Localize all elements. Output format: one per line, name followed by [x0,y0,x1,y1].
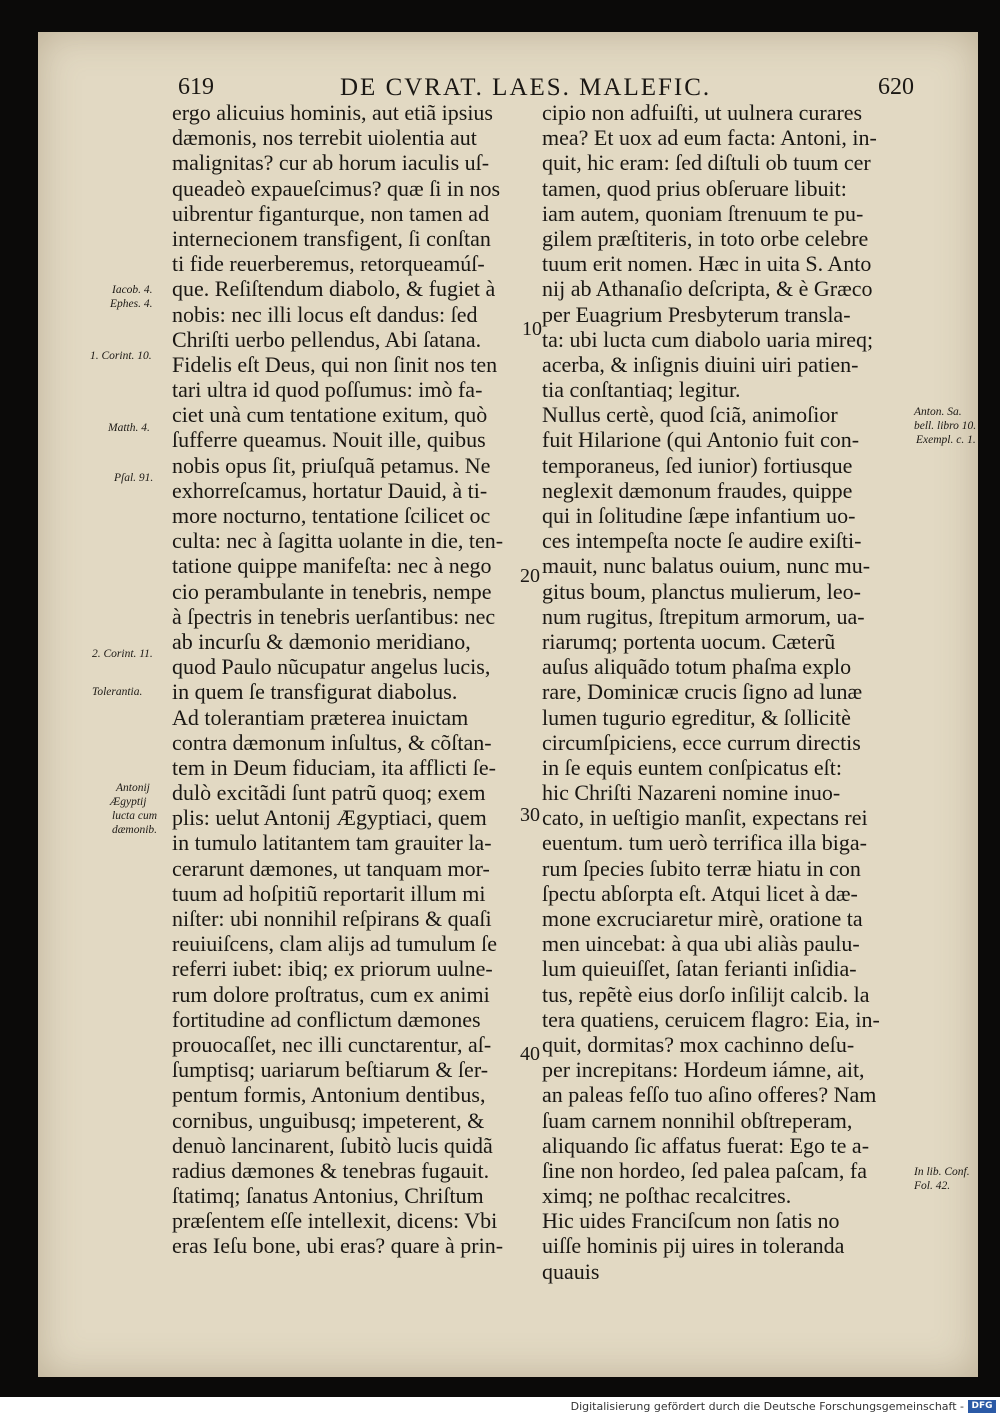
text-line: mea? Et uox ad eum facta: Antoni, in- [542,125,877,151]
text-line: cio perambulante in tenebris, nempe [172,578,492,604]
digitization-footer [0,1397,1000,1417]
text-line: acerba, & inſignis diuini uiri patien- [542,351,859,377]
text-line: nobis: nec illi locus eſt dandus: ſed [172,301,478,327]
text-line: quit, hic eram: ſed diſtuli ob tuum cer [542,150,871,176]
text-line: ti fide reuerberemus, retorqueamúſ- [172,251,485,277]
right-text-column [542,100,914,1284]
text-line: fuit Hilarione (qui Antonio fuit con- [542,427,860,453]
text-line: per increpitans: Hordeum iámne, ait, [542,1057,865,1083]
text-line: quod Paulo nũcupatur angelus lucis, [172,654,491,680]
text-line: tem in Deum fiduciam, ita afflicti ſe- [172,754,496,780]
text-line: euentum. tum uerò terrifica illa biga- [542,830,867,856]
text-line: in quem ſe transfigurat diabolus. [172,679,458,705]
text-line: fortitudine ad conflictum dæmones [172,1006,481,1032]
text-line: que. Reſiſtendum diabolo, & fugiet à [172,276,496,302]
text-line: qui in ſolitudine ſæpe infantium uo- [542,503,856,528]
text-line: neglexit dæmonum fraudes, quippe [542,477,853,503]
text-line: ab incurſu & dæmonio meridiano, [172,628,471,654]
margin-note-anton-2: bell. libro 10. [914,420,977,432]
text-line: pentum formis, Antonium dentibus, [172,1082,486,1108]
text-line: lum quieuiſſet, ſatan ferianti inſidia- [542,956,857,982]
text-line: prouocaſſet, nec illi cunctarentur, aſ- [172,1031,492,1057]
text-line: quauis [542,1258,600,1284]
text-line: malignitas? cur ab horum iaculis uſ- [172,150,490,176]
text-line: ergo alicuius hominis, aut etiã ipsius [172,100,493,125]
text-line: in ſe equis euntem conſpicatus eſt: [542,754,842,780]
text-line: Nullus certè, quod ſciã, animoſior [542,402,838,428]
text-line: internecionem transfigent, ſi conſtan [172,225,491,251]
text-line: reuiuiſcens, clam alijs ad tumulum ſe [172,931,498,957]
text-line: uibrentur figanturque, non tamen ad [172,200,490,226]
text-line: ces intempeſta nocte ſe audire exiſti- [542,528,862,554]
text-line: ciet unà cum tentatione exitum, quò [172,402,488,428]
text-line: tari ultra id quod poſſumus: imò fa- [172,377,483,403]
text-line: exhorreſcamus, hortatur Dauid, à ti- [172,477,488,503]
text-line: in tumulo latitantem tam grauiter la- [172,830,492,856]
text-line: eras Ieſu bone, ubi eras? quare à prin- [172,1233,504,1259]
text-line: men uincebat: à qua ubi aliàs paulu- [542,931,860,957]
line-number-40: 40 [520,1043,540,1065]
text-line: mauit, nunc balatus ouium, nunc mu- [542,553,871,579]
text-line: Fidelis eſt Deus, qui non ſinit nos ten [172,351,498,377]
text-line: Ad tolerantiam præterea inuictam [172,704,469,730]
text-line: culta: nec à ſagitta uolante in die, ten- [172,528,504,554]
page-number-right: 620 [878,74,914,100]
text-line: mone excruciaretur mirè, oratione ta [542,906,863,931]
text-line: radius dæmones & tenebras fugauit. [172,1157,490,1183]
text-line: quit, dormitas? mox cachinno deſu- [542,1031,855,1057]
text-line: auſus aliquãdo totum phaſma explo [542,654,852,680]
running-title: DE CVRAT. LAES. MALEFIC. [340,74,712,101]
margin-note-ephes: Ephes. 4. [110,298,153,310]
text-line: rum ſpecies ſubito terræ hiatu in con [542,855,861,881]
text-line: ta: ubi lucta cum diabolo uaria mireq; [542,326,874,352]
text-line: gitus boum, planctus mulierum, leo- [542,578,861,604]
text-line: nobis opus ſit, priuſquã petamus. Ne [172,452,491,478]
text-line: uiſſe hominis pij uires in toleranda [542,1233,845,1259]
text-line: cipio non adfuiſti, ut uulnera curares [542,100,863,125]
text-line: queadeò expaueſcimus? quæ ſi in nos [172,175,501,201]
margin-note-anton-1: Anton. Sa. [914,406,962,418]
text-line: tuum erit nomen. Hæc in uita S. Anto [542,251,872,277]
margin-note-iacob: Iacob. 4. [112,284,153,296]
margin-note-corint1: 1. Corint. 10. [90,350,152,362]
line-number-20: 20 [520,565,540,587]
line-number-10: 10 [522,318,542,340]
text-line: plis: uelut Antonij Ægyptiaci, quem [172,805,487,831]
margin-note-antonij-1: Antonij [116,782,150,794]
margin-note-corint2: 2. Corint. 11. [92,648,153,660]
text-line: lumen tugurio egreditur, & ſollicitè [542,704,851,730]
margin-note-antonij-4: dæmonib. [112,824,158,836]
text-line: cornibus, unguibusq; impeterent, & [172,1107,485,1133]
text-line: gilem præſtiteris, in toto orbe celebre [542,225,869,251]
text-line: præſentem eſſe intellexit, dicens: Vbi [172,1208,498,1234]
text-line: tamen, quod prius obſeruare libuit: [542,175,847,201]
text-line: riarumq; portenta uocum. Cæterũ [542,628,836,654]
text-line: ſine non hordeo, ſed palea paſcam, fa [542,1157,867,1183]
margin-note-psal: Pſal. 91. [114,472,154,484]
text-line: niſter: ubi nonnihil reſpirans & quaſi [172,906,492,931]
margin-note-matth: Matth. 4. [108,422,150,434]
text-line: nij ab Athanaſio deſcripta, & è Græco [542,276,873,302]
text-line: dæmonis, nos terrebit uiolentia aut [172,125,477,151]
text-line: tus, repẽtè eius dorſo inſilijt calcib. la [542,981,870,1007]
text-line: an paleas feſſo tuo aſino offeres? Nam [542,1082,877,1108]
text-line: Hic uides Franciſcum non ſatis no [542,1208,840,1234]
text-line: tatione quippe manifeſta: nec à nego [172,553,492,579]
text-line: num rugitus, ſtrepitum armorum, ua- [542,603,865,629]
dfg-logo: DFG [968,1400,996,1413]
margin-note-inlib-1: In lib. Conf. [914,1166,970,1178]
text-line: iam autem, quoniam ſtrenuum te pu- [542,200,864,226]
text-line: contra dæmonum inſultus, & cõſtan- [172,729,492,755]
page-number-left: 619 [178,74,214,100]
text-line: cato, in ueſtigio manſit, expectans rei [542,805,868,831]
text-line: cerarunt dæmones, ut tanquam mor- [172,855,490,881]
margin-note-tolerantia: Tolerantia. [92,686,143,698]
text-line: ſufferre queamus. Nouit ille, quibus [172,427,486,453]
text-line: tera quatiens, ceruicem flagro: Eia, in- [542,1006,880,1032]
text-line: tuum ad hoſpitiũ reportarit illum mi [172,880,486,906]
text-line: ſtatimq; ſanatus Antonius, Chriſtum [172,1183,484,1209]
text-line: tia conſtantiaq; legitur. [542,377,741,403]
left-text-column [172,100,522,1259]
text-line: Chriſti uerbo pellendus, Abi ſatana. [172,326,482,352]
text-line: ximq; ne poſthac recalcitres. [542,1183,792,1209]
text-line: rare, Dominicæ crucis ſigno ad lunæ [542,679,863,705]
text-line: aliquando ſic affatus fuerat: Ego te a- [542,1132,870,1158]
text-line: per Euagrium Presbyterum transla- [542,301,851,327]
text-line: à ſpectris in tenebris uerſantibus: nec [172,603,496,629]
text-line: rum dolore proſtratus, cum ex animi [172,981,490,1007]
margin-note-antonij-2: Ægyptij [110,796,147,808]
text-line: denuò lancinarent, ſubitò lucis quidã [172,1132,493,1158]
text-line: dulò excitãdi ſunt patrũ quoq; exem [172,780,486,806]
footer-credit: Digitalisierung gefördert durch die Deutsche Forschungsgemeinschaft - [570,1400,964,1413]
text-line: ſumptisq; uariarum beſtiarum & ſer- [172,1057,489,1083]
text-line: referri iubet: ibiq; ex priorum uulne- [172,956,493,982]
text-line: temporaneus, ſed iunior) fortiusque [542,452,853,478]
text-line: ſuam carnem nonnihil obſtreperam, [542,1107,853,1133]
margin-note-antonij-3: lucta cum [112,810,158,822]
margin-note-anton-3: Exempl. c. 1. [916,434,976,446]
text-line: hic Chriſti Nazareni nomine inuo- [542,780,841,806]
line-number-30: 30 [520,804,540,826]
text-line: circumſpiciens, ecce currum directis [542,729,861,755]
text-line: more nocturno, tentatione ſcilicet oc [172,503,491,528]
text-line: ſpectu abſorpta eſt. Atqui licet à dæ- [542,880,858,906]
margin-note-inlib-2: Fol. 42. [914,1180,951,1192]
